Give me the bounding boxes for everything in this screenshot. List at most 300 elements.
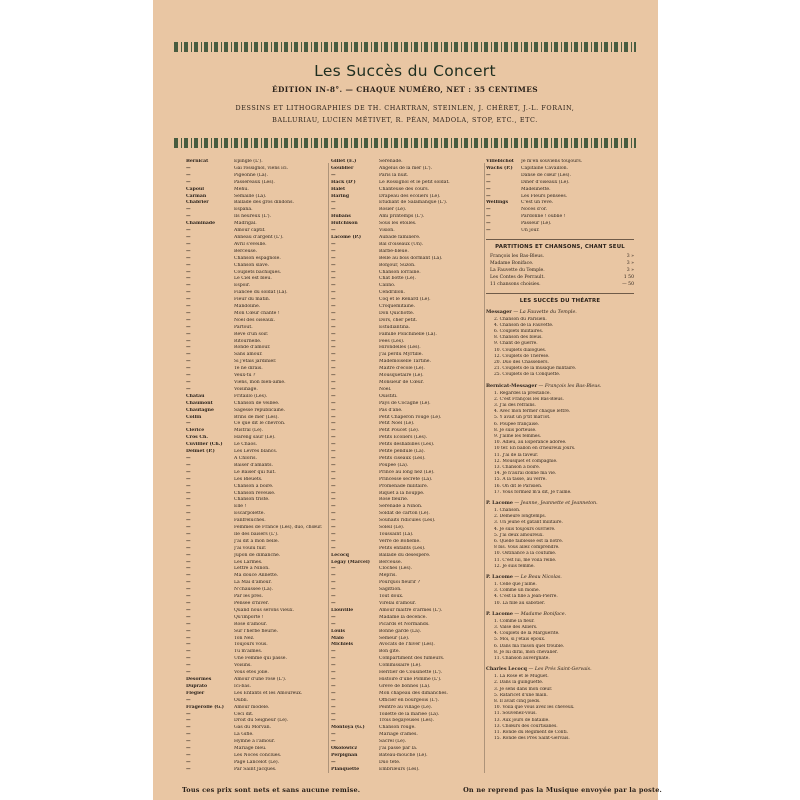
song-entry — [331, 573, 486, 580]
song-title: Ouistiti. — [379, 393, 398, 399]
song-entry — [331, 415, 486, 422]
show-song: 3. Je sens dans mon cœur. — [494, 686, 553, 692]
song-title: Petits enfants (Les). — [379, 545, 426, 551]
song-title: Le Chaos. — [234, 442, 258, 448]
song-entry — [331, 670, 486, 677]
song-entry — [486, 159, 634, 166]
composer-name: — — [186, 628, 191, 634]
composer-name: Bernicat — [186, 159, 209, 164]
song-title: Soleil (Le). — [379, 525, 405, 531]
show-song: 11. Chanson auvergnate. — [494, 656, 550, 662]
composer-name: — — [186, 255, 191, 261]
song-entry — [331, 166, 486, 173]
composer-name: — — [331, 407, 336, 413]
song-entry — [331, 380, 486, 387]
song-title: Petit Chaperon rouge (Le). — [379, 414, 442, 420]
show-song: 25. Couplets de la Conquette. — [494, 372, 561, 378]
composer-name: Malo — [331, 635, 344, 641]
composer-name: — — [186, 580, 191, 586]
footer — [182, 786, 662, 794]
song-title: Mépris. — [379, 573, 397, 579]
composer-name: — — [331, 670, 336, 676]
composer-name: — — [186, 262, 191, 268]
footer-left: Tous ces prix sont nets et sans aucune remise. — [182, 786, 361, 794]
song-title: Une Femme qui passe. — [234, 656, 287, 662]
song-title: Fées (Les). — [379, 338, 405, 344]
song-title: Sacrel (Le). — [379, 739, 407, 745]
song-entry — [186, 622, 326, 629]
song-title: Noël. — [379, 386, 392, 392]
song-title: Petits déshabillés (Les). — [379, 442, 435, 448]
song-title: Mistral (Le). — [234, 428, 264, 434]
song-entry — [331, 242, 486, 249]
composer-name: — — [186, 324, 191, 330]
song-entry — [331, 339, 486, 346]
partition-price: — 50 — [622, 281, 634, 287]
song-entry — [331, 553, 486, 560]
song-title: Le Rossignol et le petit soldat. — [379, 179, 450, 185]
song-entry — [186, 194, 326, 201]
song-title: Droit du Seigneur (Le). — [234, 718, 289, 724]
song-title: Mousquetaire (Le). — [379, 373, 424, 379]
song-entry — [186, 166, 326, 173]
composer-name: Perpignan — [331, 752, 358, 758]
song-title: Mademoiselle Tartine. — [379, 359, 431, 365]
song-title: Danse de cœur (Les). — [521, 172, 571, 178]
song-title: Voisins. — [234, 663, 252, 669]
song-entry — [186, 656, 326, 663]
composer-name: — — [331, 676, 336, 682]
dash-separator: — — [511, 309, 520, 315]
composer-name: — — [331, 455, 336, 461]
show-song: 8 bis. Vous allez comprendre. — [494, 545, 560, 551]
partitions-heading: PARTITIONS ET CHANSONS, CHANT SEUL — [495, 243, 625, 250]
composer-name: Hutchison — [331, 221, 358, 227]
composer-name: — — [486, 207, 491, 213]
song-title: Barbe-bleue. — [379, 248, 409, 254]
song-entry — [186, 408, 326, 415]
song-title: Sans amour. — [234, 352, 263, 358]
composer-name: — — [331, 594, 336, 600]
song-entry — [331, 408, 486, 415]
song-title: Toussaint (La). — [379, 531, 414, 537]
song-entry — [331, 187, 486, 194]
composer-name: Chaumont — [186, 400, 213, 406]
composer-name: — — [331, 435, 336, 441]
song-title: Toujours vous. — [234, 642, 268, 648]
song-title: Quand nous serons vieux. — [234, 607, 294, 613]
composer-name: — — [331, 386, 336, 392]
song-entry — [331, 173, 486, 180]
composer-name: — — [331, 290, 336, 296]
composer-name: — — [331, 462, 336, 468]
song-entry — [331, 428, 486, 435]
composer-name: — — [186, 531, 191, 537]
partition-price: 3 » — [626, 260, 634, 266]
song-entry — [331, 608, 486, 615]
edition-line: ÉDITION IN-8°. — CHAQUE NUMÉRO, NET : 35 CENTIMES — [271, 85, 539, 94]
song-title: Les Bleuets. — [234, 476, 263, 482]
song-entry — [186, 663, 326, 670]
song-entry — [186, 187, 326, 194]
song-entry — [186, 442, 326, 449]
composer-name: — — [331, 172, 336, 178]
song-entry — [186, 511, 326, 518]
song-title: Partout. — [234, 324, 253, 330]
song-title: Chat botté (Le). — [379, 276, 416, 282]
song-title: Ils heureux (L'). — [234, 214, 272, 220]
song-entry — [186, 256, 326, 263]
song-entry — [186, 725, 326, 732]
song-title: Pourquoi fleurir ? — [379, 580, 420, 586]
song-entry — [186, 580, 326, 587]
song-entry — [186, 539, 326, 546]
composer-name: — — [331, 276, 336, 282]
composer-name: — — [331, 297, 336, 303]
composer-name: — — [186, 310, 191, 316]
show-song: 20. Duo des Chasseliers. — [494, 359, 549, 365]
show-song: 10. Couplets dialogués. — [494, 347, 547, 353]
song-title: Mon chapeau des dimanches. — [379, 690, 448, 696]
song-entry — [186, 456, 326, 463]
song-title: Poupée (La). — [379, 462, 409, 468]
song-title: Les Fleurs pensées. — [521, 193, 568, 199]
song-entry — [186, 649, 326, 656]
song-entry — [331, 684, 486, 691]
catalog-page — [153, 0, 662, 800]
song-entry — [186, 594, 326, 601]
composer-name: — — [331, 573, 336, 579]
song-entry — [331, 663, 486, 670]
composer-name: — — [186, 559, 191, 565]
song-title: Les Lèvres blancs. — [234, 449, 278, 455]
song-title: Fleur du matin. — [234, 297, 271, 303]
composer-name: — — [331, 718, 336, 724]
song-title: Jupon de dimanche. — [234, 552, 281, 558]
song-entry — [186, 415, 326, 422]
song-entry — [186, 159, 326, 166]
song-entry — [331, 221, 486, 228]
song-entry — [331, 270, 486, 277]
song-entry — [486, 166, 634, 173]
composer-name: Okolowicz — [331, 746, 358, 752]
song-title: Amour maître d'armes (L'). — [379, 607, 443, 613]
composer-name: — — [331, 228, 336, 234]
composer-name: — — [186, 621, 191, 627]
song-title: Anneau d'argent (L'). — [234, 234, 284, 240]
composer-name: — — [186, 711, 191, 717]
show-song: 6. Poupée française. — [494, 421, 540, 427]
song-title: Bateau-mouche (Le). — [379, 752, 428, 758]
song-title: Les Enfants et les Amoureux. — [234, 690, 303, 696]
song-title: J'ai voulu fuir. — [234, 545, 267, 551]
composer-name: — — [186, 331, 191, 337]
dash-separator: — — [536, 383, 545, 389]
composer-name: — — [186, 228, 191, 234]
song-entry — [186, 249, 326, 256]
show-composer: Bernicat-Messager — [486, 382, 537, 389]
partitions-list — [486, 254, 634, 289]
song-title: Drapeau des écoliers (Le). — [379, 193, 441, 199]
song-entry — [331, 760, 486, 767]
show-song: 15. Ronde des Prés Saint-Gervais. — [494, 736, 570, 742]
song-title: Sérénade à Ninon. — [379, 504, 423, 510]
song-title: Veux-tu ? — [234, 373, 256, 379]
song-entry — [186, 290, 326, 297]
song-entry — [331, 546, 486, 553]
song-title: Avocats de l'hiver (Les). — [379, 642, 435, 648]
composer-name: — — [186, 165, 191, 171]
song-title: Fanfreluches. — [234, 518, 266, 524]
song-title: Calino. — [379, 283, 396, 289]
song-title: Don Quichotte. — [379, 310, 415, 316]
song-title: Vous êtes jolie. — [234, 670, 269, 676]
song-entry — [331, 318, 486, 325]
show-song: 11. Ronde du Régiment de Conti. — [494, 730, 569, 736]
show-song: 4. C'est la fille à Jean-Pierre. — [494, 594, 558, 600]
composer-name: — — [186, 359, 191, 365]
song-title: Pays de Cocagne (Le). — [379, 400, 431, 406]
song-entry — [331, 725, 486, 732]
song-entry — [186, 491, 326, 498]
composer-name: — — [331, 525, 336, 531]
song-entry — [186, 401, 326, 408]
song-title: Berceuse. — [234, 248, 258, 254]
song-entry — [331, 705, 486, 712]
composer-name: Flégier — [186, 690, 205, 696]
show-title: Les Prés Saint-Gervais. — [534, 667, 592, 673]
song-entry — [186, 421, 326, 428]
song-entry — [331, 525, 486, 532]
show-song: 14. Je n'aurai donné ma vie. — [494, 471, 557, 477]
song-entry — [331, 566, 486, 573]
song-title: Estudiantina. — [379, 324, 411, 330]
song-title: Pensée d'hiver. — [234, 601, 269, 606]
song-title: Pardonne ! oublie ! — [521, 214, 566, 220]
footer-right: On ne reprend pas la Musique envoyée par la poste. — [463, 786, 662, 794]
composer-name: — — [186, 283, 191, 289]
song-entry — [331, 497, 486, 504]
composer-name: — — [331, 207, 336, 213]
composer-name: — — [331, 683, 336, 689]
composer-name: — — [186, 241, 191, 247]
composer-name: Wellings — [486, 200, 509, 206]
song-title: Pigeonne (La). — [234, 172, 268, 178]
composer-name: Hack (D') — [331, 179, 356, 185]
song-entry — [486, 173, 634, 180]
song-title: Ballade du désespéré. — [379, 552, 431, 558]
song-title: Bal d'oiseaux (Un). — [379, 241, 424, 247]
song-entry — [186, 435, 326, 442]
composer-name: — — [186, 386, 191, 392]
show-song: 13. Aux jours de bataille. — [494, 717, 550, 723]
show-song: 16. On dit le Parisien. — [494, 483, 543, 489]
song-title: Dors, cher petit. — [379, 317, 418, 323]
song-title: Compartiment des fumeurs. — [379, 656, 445, 662]
song-entry — [486, 214, 634, 221]
song-columns — [174, 159, 636, 774]
partition-item — [486, 268, 634, 275]
song-title: Chanson lorraine. — [379, 269, 421, 275]
partition-item — [486, 275, 634, 282]
song-entry — [331, 767, 486, 774]
song-title: Voisinage. — [234, 386, 258, 392]
song-entry — [186, 573, 326, 580]
composer-name: — — [186, 490, 191, 496]
show-song: 11. C'est lui, me voilà reine. — [494, 557, 557, 563]
artists-line-1: DESSINS ET LITHOGRAPHIES DE TH. CHARTRAN, STEINLEN, J. CHÉRET, J.-L. FORAIN, — [235, 104, 575, 112]
ornamental-border-top — [174, 42, 636, 52]
show-song: 21. Couplets de la musique militaire. — [494, 366, 577, 372]
show-song: 3. J'ai des refrains. — [494, 402, 536, 408]
composer-name: — — [186, 759, 191, 765]
song-entry — [331, 256, 486, 263]
song-entry — [186, 712, 326, 719]
song-title: J'ai perdu Myrtille. — [379, 352, 423, 358]
composer-name: Montoya (G.) — [331, 725, 365, 731]
show-song: 1. La Rose et le Muguet. — [494, 674, 549, 680]
composer-name: — — [186, 635, 191, 641]
composer-name: — — [331, 449, 336, 455]
show-song: 5. Y avait un p'tit mat'lot. — [494, 415, 551, 421]
composer-name: — — [186, 366, 191, 372]
song-entry — [331, 159, 486, 166]
composer-name: Planquette — [331, 766, 360, 772]
composer-name: Gillet (E.) — [331, 159, 357, 164]
song-title: Grève de bonnes (La). — [379, 683, 431, 689]
song-title: Brins de mer (Les). — [234, 414, 279, 420]
song-entry — [331, 373, 486, 380]
ornamental-border-bottom — [174, 138, 636, 148]
theatre-list — [486, 308, 634, 743]
composer-name: Louis — [331, 628, 345, 634]
composer-name: — — [331, 248, 336, 254]
song-entry — [186, 283, 326, 290]
song-entry — [186, 504, 326, 511]
composer-name: Cros Ch. — [186, 435, 208, 441]
song-entry — [186, 629, 326, 636]
composer-name: — — [186, 552, 191, 558]
song-title: Amour d'une rose (L'). — [234, 676, 287, 682]
song-title: Rose d'amour. — [234, 621, 267, 627]
song-entry — [486, 180, 634, 187]
song-entry — [186, 566, 326, 573]
song-title: Le Ciel est bleu. — [234, 276, 272, 282]
show-heading — [486, 573, 634, 582]
song-title: Sagesse républicaine. — [234, 407, 286, 413]
song-entry — [186, 221, 326, 228]
composer-name: — — [186, 538, 191, 544]
artists-line-2: BALLURIAU, LUCIEN MÉTIVET, R. PÉAN, MADOLA, STOP, ETC., ETC. — [272, 116, 538, 124]
song-title: Aubade familière. — [379, 234, 421, 240]
song-title: Noces d'or. — [521, 207, 548, 213]
song-title: Ronde d'amour. — [234, 345, 271, 351]
composer-name: — — [186, 525, 191, 531]
song-entry — [331, 539, 486, 546]
composer-name: — — [331, 601, 336, 606]
composer-name: — — [186, 566, 191, 572]
song-entry — [331, 601, 486, 608]
song-entry — [331, 325, 486, 332]
partition-price: 3 » — [626, 267, 634, 273]
song-entry — [186, 387, 326, 394]
song-entry — [331, 656, 486, 663]
song-title: Petit Poucet (Le). — [379, 428, 420, 434]
song-title: Espoir. — [234, 283, 251, 289]
composer-name: Lecocq — [331, 552, 350, 558]
song-entry — [331, 276, 486, 283]
song-title: Angelus de la mer (L'). — [379, 165, 433, 171]
song-entry — [186, 207, 326, 214]
composer-name: — — [486, 221, 491, 227]
song-entry — [186, 235, 326, 242]
song-entry — [186, 332, 326, 339]
show-song: 8. Chanson des bleus. — [494, 335, 543, 341]
song-entry — [186, 297, 326, 304]
song-entry — [186, 601, 326, 608]
show-song: 10. Adieu, au Espérance adorée. — [494, 440, 567, 446]
song-entry — [331, 228, 486, 235]
show-song: 10. Voilà que vous avez les cheveux. — [494, 705, 575, 711]
song-title: Paris la nuit. — [379, 172, 409, 178]
song-entry — [486, 187, 634, 194]
composer-name: Chabrier — [186, 200, 209, 206]
song-entry — [331, 207, 486, 214]
artists-credit — [174, 102, 636, 126]
song-entry — [331, 311, 486, 318]
composer-name: — — [486, 193, 491, 199]
composer-name: — — [186, 656, 191, 662]
composer-name: — — [486, 186, 491, 192]
composer-name: — — [186, 469, 191, 475]
composer-name: — — [186, 614, 191, 620]
song-entry — [331, 435, 486, 442]
column-3-list — [486, 159, 634, 235]
song-entry — [331, 691, 486, 698]
composer-name: — — [331, 317, 336, 323]
song-title: Capitaine Cavaillon. — [521, 165, 569, 171]
song-entry — [186, 200, 326, 207]
composer-name: — — [331, 732, 336, 738]
song-entry — [186, 642, 326, 649]
composer-name: — — [186, 766, 191, 772]
composer-name: — — [331, 269, 336, 275]
song-title: Fritaillo (Les). — [234, 393, 268, 399]
song-title: Par les prés. — [234, 594, 263, 600]
song-entry — [331, 249, 486, 256]
show-composer: Charles Lecocq — [486, 666, 528, 673]
song-title: Sagittion. — [379, 587, 402, 593]
composer-name: — — [186, 234, 191, 240]
song-title: Couplets bachiques. — [234, 269, 282, 275]
song-entry — [331, 194, 486, 201]
song-entry — [186, 352, 326, 359]
song-entry — [186, 753, 326, 760]
song-title: Belle au bois dormant (La). — [379, 255, 443, 261]
composer-name: — — [331, 511, 336, 517]
composer-name: — — [331, 393, 336, 399]
composer-name: Lacome (P.) — [331, 234, 362, 240]
composer-name: Cuvillier (Ch.) — [186, 442, 223, 448]
song-entry — [331, 649, 486, 656]
composer-name: — — [331, 545, 336, 551]
song-entry — [331, 718, 486, 725]
show-song: 1. Chanson. — [494, 507, 521, 513]
show-song: 1. Comme la fleur. — [494, 618, 535, 624]
song-title: Bonne garde (La). — [379, 628, 422, 634]
show-song: 2. Chanson du Parisien. — [494, 316, 547, 322]
composer-name: — — [186, 573, 191, 579]
